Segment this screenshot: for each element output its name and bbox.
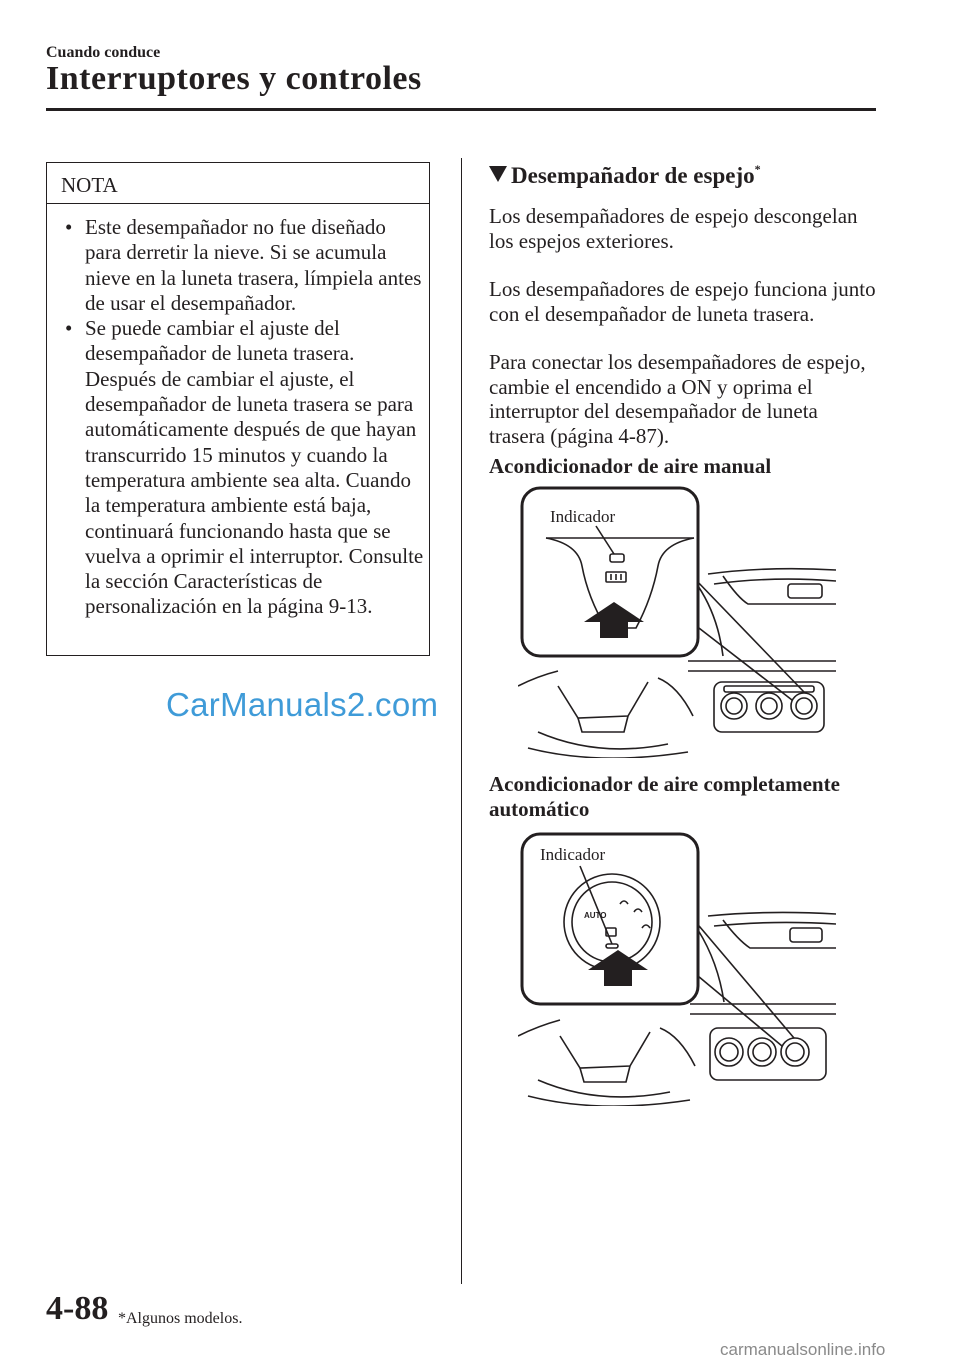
- note-item: [61, 215, 425, 316]
- note-bullet: •: [65, 316, 73, 341]
- note-title: NOTA: [61, 173, 118, 197]
- paragraph-1: Los desempañadores de espejo descongelan los espejos exteriores.: [489, 204, 858, 253]
- watermark-logo: CarManuals2.com: [166, 686, 439, 723]
- paragraph-3: Para conectar los desempañadores de espejo, cambie el encendido a ON y oprima el interruptor del desempañador de luneta trasera (página 4-87).: [489, 350, 866, 448]
- site-watermark: carmanualsonline.info: [720, 1340, 886, 1359]
- auto-ac-illustration: [518, 832, 836, 1106]
- manual-ac-illustration: [518, 486, 836, 758]
- paragraph-2: Los desempañadores de espejo funciona junto con el desempañador de luneta trasera.: [489, 277, 876, 326]
- note-item-text: Este desempañador no fue diseñado para derretir la nieve. Si se acumula nieve en la luneta trasera, límpiela antes de usar el desempañador.: [85, 215, 422, 315]
- manual-ac-heading: Acondicionador de aire manual: [489, 454, 772, 478]
- triangle-marker-icon: [489, 166, 507, 182]
- section-heading: [489, 162, 761, 189]
- note-item-text: Se puede cambiar el ajuste del desempañador de luneta trasera. Después de cambiar el ajuste, el desempañador de luneta trasera se para automáticamente después de que hayan transcurrido 15 minutos y cuando la temperatura ambiente sea alta. Cuando la temperatura ambiente está baja, continuará funcionando hasta que se vuelva a oprimir el interruptor. Consulte la sección Características de personalización en la página 9-13.: [85, 316, 424, 619]
- section-label: Cuando conduce: [46, 44, 161, 61]
- some-models-mark: *: [754, 162, 761, 176]
- auto-indicator-label: Indicador: [540, 845, 606, 864]
- chapter-title: Interruptores y controles: [46, 60, 422, 97]
- auto-knob-text: AUTO: [584, 911, 607, 920]
- note-rule: [47, 203, 429, 204]
- header-rule: [46, 108, 876, 111]
- section-heading-text: Desempañador de espejo: [511, 163, 755, 188]
- manual-indicator-label: Indicador: [550, 507, 616, 526]
- auto-ac-heading: Acondicionador de aire completamente automático: [489, 772, 840, 821]
- note-box: [46, 162, 430, 656]
- note-item: [61, 316, 425, 620]
- column-divider: [461, 158, 462, 1284]
- note-bullet: •: [65, 215, 73, 239]
- footnote: *Algunos modelos.: [118, 1310, 243, 1327]
- note-list: [61, 215, 425, 620]
- page-number: 4-88: [46, 1290, 109, 1327]
